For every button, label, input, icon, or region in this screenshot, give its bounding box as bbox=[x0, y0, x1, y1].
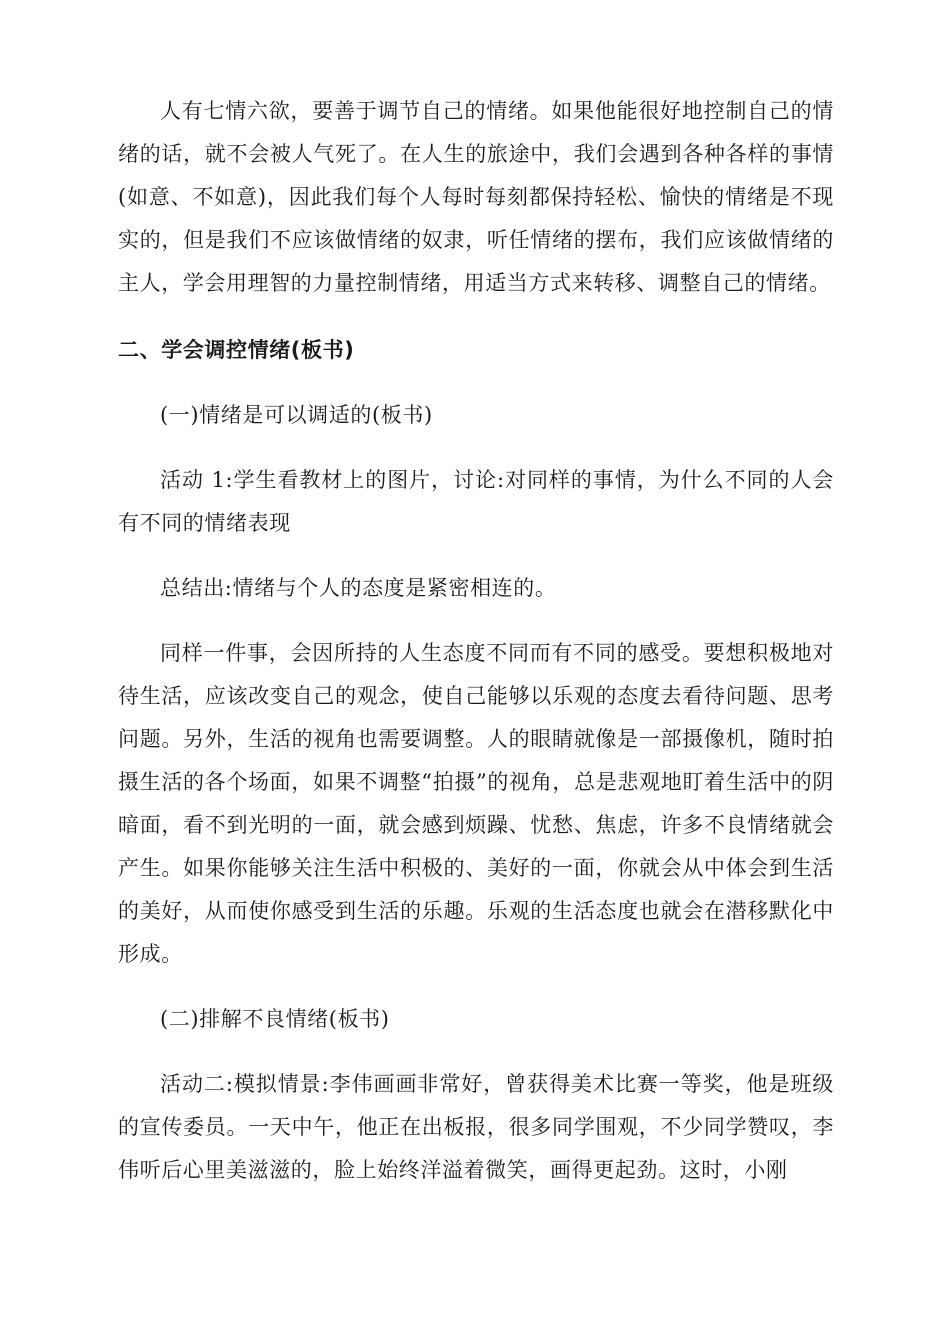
document-page bbox=[118, 90, 834, 1192]
paragraph-activity-1: 活动 1:学生看教材上的图片，讨论:对同样的事情，为什么不同的人会有不同的情绪表现 bbox=[118, 468, 834, 535]
section-heading-regulate-emotions: 二、学会调控情绪(板书) bbox=[118, 338, 355, 362]
subheading-relieve-bad-emotions: (二)排解不良情绪(板书) bbox=[160, 1007, 390, 1031]
paragraph-emotion-control: 人有七情六欲，要善于调节自己的情绪。如果他能很好地控制自己的情绪的话，就不会被人气死了。在人生的旅途中，我们会遇到各种各样的事情(如意、不如意)，因此我们每个人每时每刻都保持轻松、愉快的情绪是不现实的，但是我们不应该做情绪的奴隶，听任情绪的摆布，我们应该做情绪的主人，学会用理智的力量控制情绪，用适当方式来转移、调整自己的情绪。 bbox=[118, 99, 834, 295]
subheading-emotions-adjustable: (一)情绪是可以调适的(板书) bbox=[160, 403, 433, 427]
paragraph-summary: 总结出:情绪与个人的态度是紧密相连的。 bbox=[160, 576, 557, 600]
paragraph-activity-2: 活动二:模拟情景:李伟画画非常好，曾获得美术比赛一等奖，他是班级的宣传委员。一天中午，他正在出板报，很多同学围观，不少同学赞叹，李伟听后心里美滋滋的，脸上始终洋溢着微笑，画得更起劲。这时，小刚 bbox=[118, 1072, 834, 1182]
paragraph-life-attitude: 同样一件事，会因所持的人生态度不同而有不同的感受。要想积极地对待生活，应该改变自己的观念，使自己能够以乐观的态度去看待问题、思考问题。另外，生活的视角也需要调整。人的眼睛就像是一部摄像机，随时拍摄生活的各个场面，如果不调整“拍摄”的视角，总是悲观地盯着生活中的阴暗面，看不到光明的一面，就会感到烦躁、忧愁、焦虑，许多不良情绪就会产生。如果你能够关注生活中积极的、美好的一面，你就会从中体会到生活的美好，从而使你感受到生活的乐趣。乐观的生活态度也就会在潜移默化中形成。 bbox=[118, 641, 834, 966]
